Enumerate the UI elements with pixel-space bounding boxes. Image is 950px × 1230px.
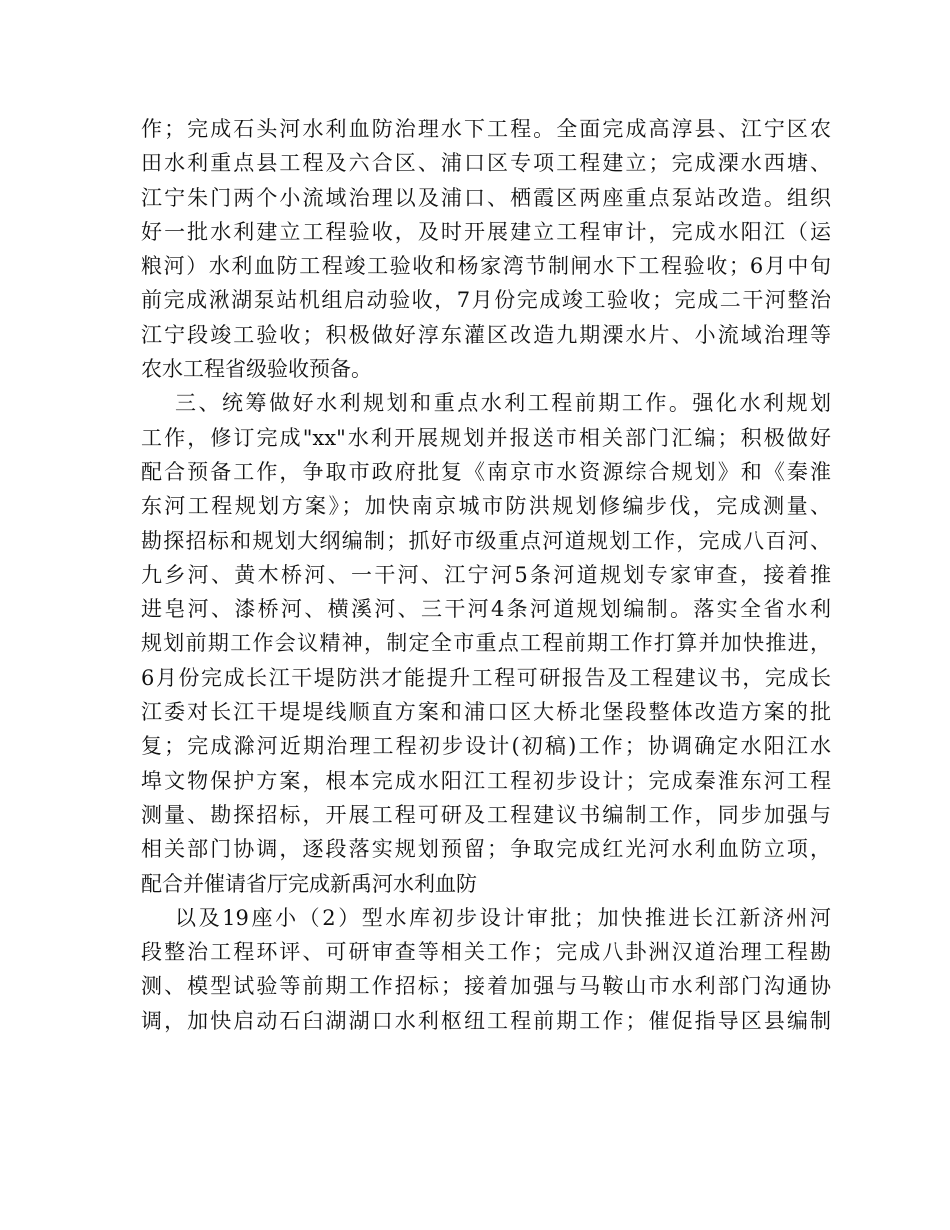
text-line: 测、模型试验等前期工作招标；接着加强与马鞍山市水利部门沟通协 bbox=[141, 974, 831, 999]
text-line: 进皂河、漆桥河、横溪河、三干河4条河道规划编制。落实全省水利 bbox=[141, 597, 831, 622]
text-line: 粮河）水利血防工程竣工验收和杨家湾节制闸水下工程验收；6月中旬 bbox=[141, 254, 831, 279]
text-line: 东河工程规划方案》；加快南京城市防洪规划修编步伐，完成测量、 bbox=[141, 494, 831, 519]
text-line: 埠文物保护方案，根本完成水阳江工程初步设计；完成秦淮东河工程 bbox=[141, 768, 831, 793]
text-line: 三、统筹做好水利规划和重点水利工程前期工作。强化水利规划 bbox=[175, 391, 831, 416]
text-line: 测量、勘探招标，开展工程可研及工程建议书编制工作，同步加强与 bbox=[141, 802, 831, 827]
text-line: 作；完成石头河水利血防治理水下工程。全面完成高淳县、江宁区农 bbox=[141, 117, 831, 141]
text-line: 相关部门协调，逐段落实规划预留；争取完成红光河水利血防立项， bbox=[141, 837, 831, 862]
text-line: 配合预备工作，争取市政府批复《南京市水资源综合规划》和《秦淮 bbox=[141, 459, 831, 484]
text-line: 九乡河、黄木桥河、一干河、江宁河5条河道规划专家审查，接着推 bbox=[141, 562, 831, 587]
body-text bbox=[141, 112, 831, 1038]
text-line: 段整治工程环评、可研审查等相关工作；完成八卦洲汉道治理工程勘 bbox=[141, 940, 831, 965]
text-line: 工作，修订完成"xx"水利开展规划并报送市相关部门汇编；积极做好 bbox=[141, 425, 831, 450]
text-line: 以及19座小（2）型水库初步设计审批；加快推进长江新济州河 bbox=[175, 905, 831, 930]
text-line: 江委对长江干堤堤线顺直方案和浦口区大桥北堡段整体改造方案的批 bbox=[141, 700, 831, 725]
text-line: 规划前期工作会议精神，制定全市重点工程前期工作打算并加快推进， bbox=[141, 631, 831, 656]
text-line: 6月份完成长江干堤防洪才能提升工程可研报告及工程建议书，完成长 bbox=[141, 665, 831, 690]
text-line: 田水利重点县工程及六合区、浦口区专项工程建立；完成溧水西塘、 bbox=[141, 151, 831, 176]
text-line: 配合并催请省厅完成新禹河水利血防 bbox=[141, 871, 477, 896]
text-line: 复；完成滁河近期治理工程初步设计(初稿)工作；协调确定水阳江水 bbox=[141, 734, 831, 759]
text-line: 好一批水利建立工程验收，及时开展建立工程审计，完成水阳江（运 bbox=[141, 219, 831, 244]
text-line: 调，加快启动石臼湖湖口水利枢纽工程前期工作；催促指导区县编制 bbox=[141, 1008, 831, 1033]
text-line: 前完成湫湖泵站机组启动验收，7月份完成竣工验收；完成二干河整治 bbox=[141, 288, 831, 313]
text-line: 江宁朱门两个小流域治理以及浦口、栖霞区两座重点泵站改造。组织 bbox=[141, 185, 831, 210]
text-line: 江宁段竣工验收；积极做好淳东灌区改造九期溧水片、小流域治理等 bbox=[141, 322, 831, 347]
text-line: 勘探招标和规划大纲编制；抓好市级重点河道规划工作，完成八百河、 bbox=[141, 528, 831, 553]
text-line: 农水工程省级验收预备。 bbox=[141, 357, 372, 382]
